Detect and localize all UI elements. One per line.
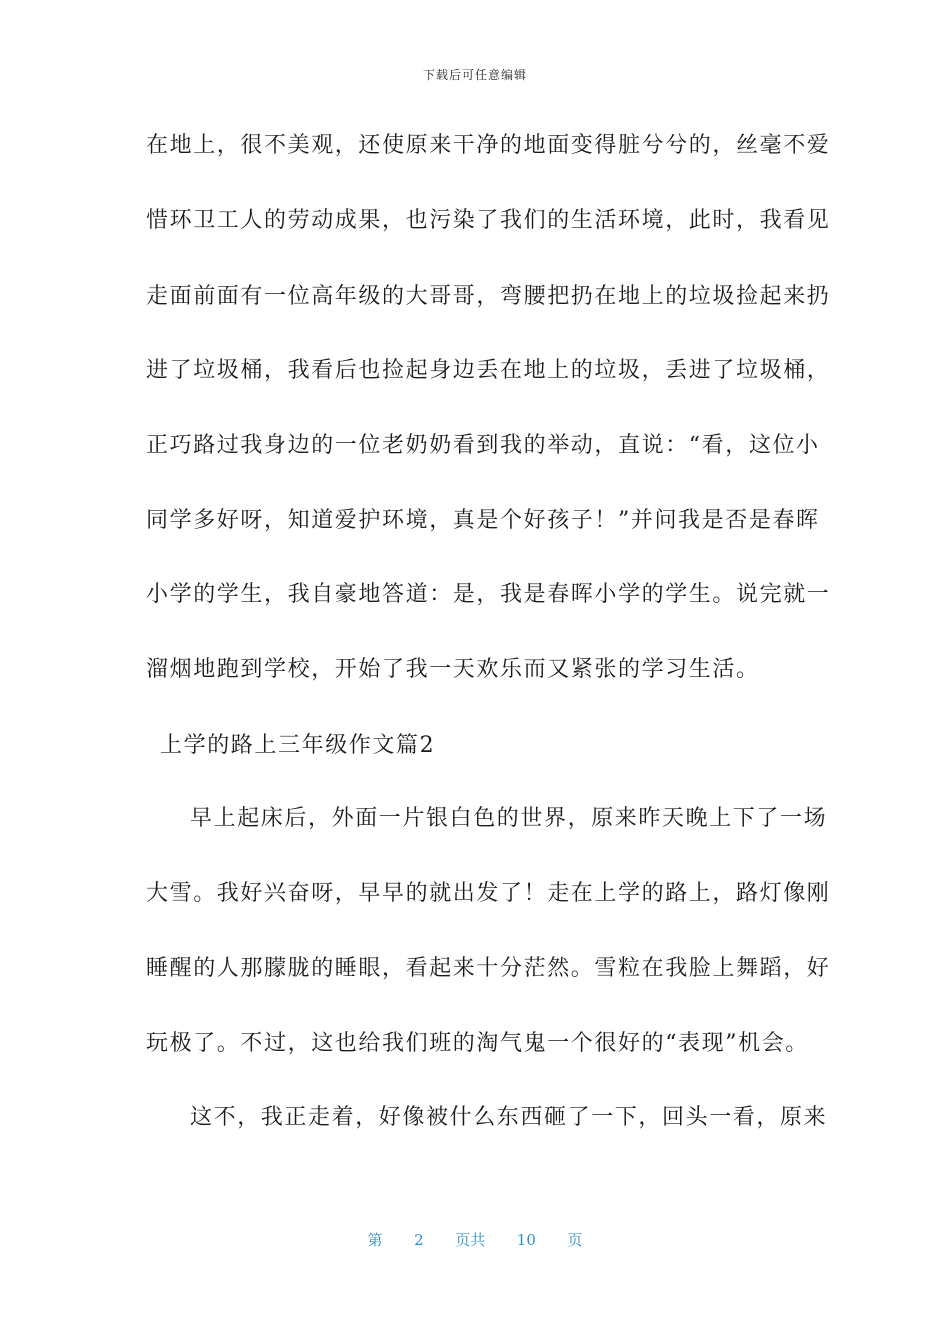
text-line: 早上起床后，外面一片银白色的世界，原来昨天晚上下了一场: [190, 806, 828, 831]
footer-total-pages: 10: [516, 1231, 536, 1249]
text-line: 这不，我正走着，好像被什么东西砸了一下，回头一看，原来: [190, 1105, 828, 1130]
page-footer: [0, 1229, 950, 1250]
text-line: 小学的学生，我自豪地答道：是，我是春晖小学的学生。说完就一: [146, 582, 831, 607]
text-line: 大雪。我好兴奋呀，早早的就出发了！走在上学的路上，路灯像刚: [146, 881, 831, 906]
text-line: 在地上，很不美观，还使原来干净的地面变得脏兮兮的，丝毫不爱: [146, 133, 831, 158]
section-title: 上学的路上三年级作文篇2: [160, 733, 436, 758]
text-line: 玩极了。不过，这也给我们班的淘气鬼一个很好的“表现”机会。: [146, 1031, 809, 1056]
footer-page-number: 2: [414, 1231, 424, 1249]
text-line: 正巧路过我身边的一位老奶奶看到我的举动，直说：“看，这位小: [146, 433, 820, 458]
page-header: 下载后可任意编辑: [422, 68, 527, 82]
text-line: 进了垃圾桶，我看后也捡起身边丢在地上的垃圾，丢进了垃圾桶，: [146, 358, 831, 383]
text-line: 睡醒的人那朦胧的睡眼，看起来十分茫然。雪粒在我脸上舞蹈，好: [146, 956, 831, 981]
text-line: 惜环卫工人的劳动成果，也污染了我们的生活环境，此时，我看见: [146, 208, 831, 233]
text-line: 走面前面有一位高年级的大哥哥，弯腰把扔在地上的垃圾捡起来扔: [146, 284, 831, 309]
footer-suffix: 页: [567, 1231, 583, 1249]
text-line: 溜烟地跑到学校，开始了我一天欢乐而又紧张的学习生活。: [146, 657, 760, 682]
text-line: 同学多好呀，知道爱护环境，真是个好孩子！”并问我是否是春晖: [146, 508, 820, 533]
footer-middle: 页共: [455, 1231, 486, 1249]
footer-prefix: 第: [367, 1231, 383, 1249]
